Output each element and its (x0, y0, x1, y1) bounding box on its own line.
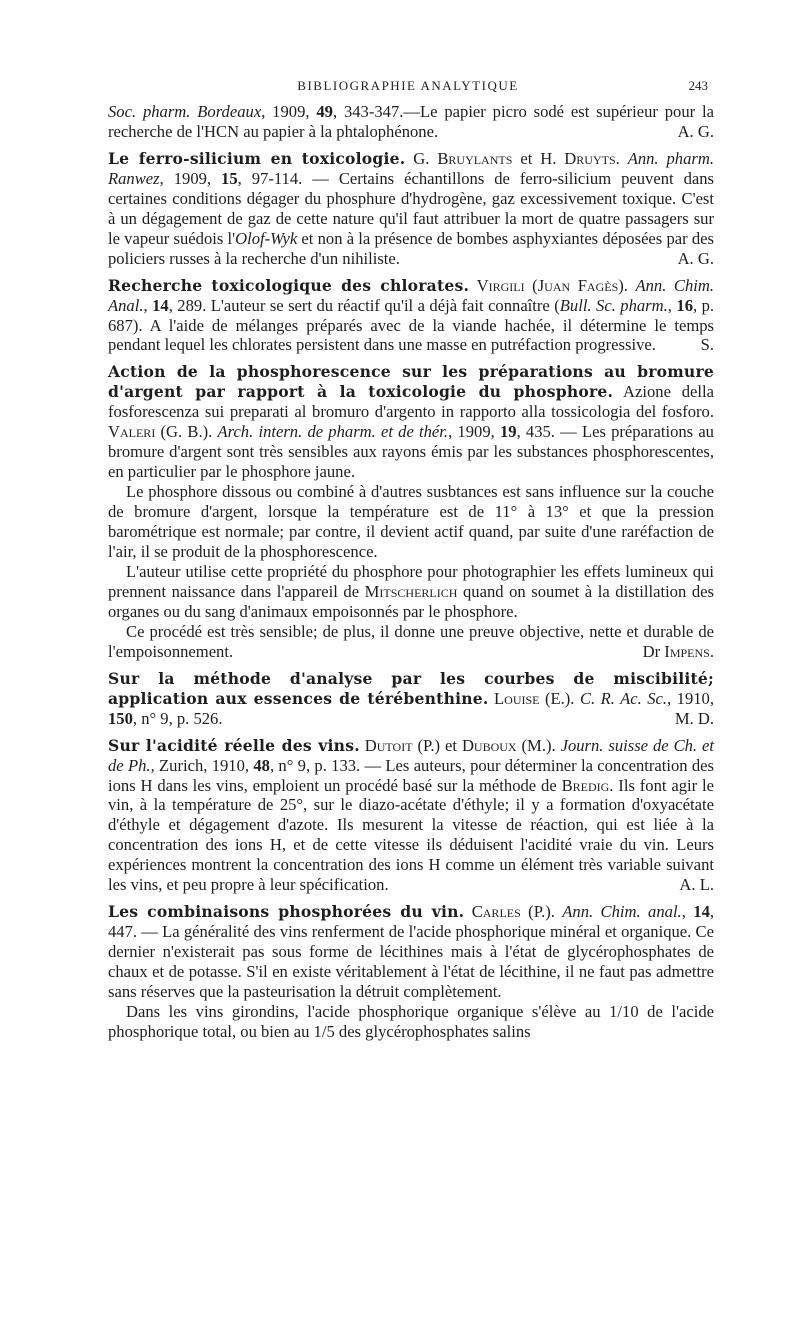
author-name: Virgili (476, 275, 525, 295)
reviewer-signature: M. D. (674, 708, 714, 728)
author-name: Duboux (461, 735, 517, 755)
entry-text: , 1909, (261, 102, 317, 121)
entry-text: , n° 9, p. 133. — Les auteurs, pour déterminer la concentration des ions H dans les vins, emploient un procédé basé sur la méthode de (108, 755, 714, 795)
author-name: Valeri (108, 422, 156, 442)
author-name: Juan Fagès (537, 275, 619, 295)
author-name: Druyts (564, 148, 616, 168)
entry-text: , p. 687). A l'aide de mélanges préparés avec de la viande hachée, il détermine le temps pendant lequel les chlorates persistent dans une masse en putréfaction progressive. (108, 295, 715, 355)
author-name: Carles (471, 902, 521, 922)
journal-name: Ann. pharm. Ranwez (108, 148, 714, 188)
entry-text: , 97-114. — Certains échantillons de ferro-silicium peuvent dans certaines conditions dégager du phosphure d'hydrogène, gaz excessivement toxique. C'est à un dégagement de gaz de cette nature qu'il faut attribuer la mort de quatre passagers sur le vapeur suédois l' (108, 168, 714, 248)
entry-text: Azione della fosforescenza sui preparati al bromuro d'argento in rapporto alla tossicologia del fosforo. (108, 382, 715, 422)
entry-text: . (615, 148, 628, 168)
paragraph: Le phosphore dissous ou combiné à d'autres susbtances est sans influence sur la couche de bromure d'argent, lorsque la température est de 11° à 13° et que la pression barométrique est normale; par contre, il devient actif quand, par suite d'une raréfaction de l'air, il se produit de la phosphorescence. (108, 482, 714, 562)
volume-number: 150 (108, 708, 133, 728)
reviewer-signature (625, 642, 714, 662)
entry-text: G. (405, 148, 438, 168)
entry-text: et non à la présence de bombes asphyxiantes déposées par des policiers russes à la recherche d'un nihiliste. (108, 228, 714, 268)
entry-title: Sur l'acidité réelle des vins. (108, 735, 360, 755)
author-name: Bruylants (437, 148, 513, 168)
entry-text: (M.). (516, 735, 561, 755)
abstract-entry-ferro-silicium (108, 149, 714, 269)
author-name: Mitscherlich (364, 581, 458, 601)
entry-text: , (143, 295, 153, 315)
entry-text: , 1909, (448, 422, 500, 442)
entry-text: ( (524, 275, 538, 295)
paragraph-text: quand on soumet à la distillation des organes ou du sang d'animaux empoisonnés par le phosphore. (108, 581, 714, 621)
abstract-entry-combinaisons-phosphorees (108, 902, 714, 1002)
journal-name: Arch. intern. de pharm. et de thér. (217, 422, 449, 442)
entry-text: , 289. L'auteur se sert du réactif qu'il a déjà fait connaître ( (168, 295, 560, 315)
entry-text: , 1909, (159, 168, 222, 188)
entry-text: , n° 9, p. 526. (132, 708, 223, 728)
paragraph (108, 562, 714, 622)
author-name: Louise (494, 688, 540, 708)
entry-text: et H. (512, 148, 565, 168)
abstract-entry-acidite-vins (108, 736, 714, 896)
abstract-entry-miscibilite (108, 669, 714, 729)
page-body (108, 102, 714, 1042)
journal-name: Bull. Sc. pharm. (559, 295, 668, 315)
journal-name: C. R. Ac. Sc. (579, 688, 668, 708)
abstract-entry-chlorates (108, 276, 714, 356)
paragraph: Dans les vins girondins, l'acide phosphorique organique s'élève au 1/10 de l'acide phosphorique total, ou bien au 1/5 des glycérophosphates salins (108, 1001, 714, 1041)
volume-number: 14 (152, 295, 169, 315)
author-name: Dutoit (364, 735, 413, 755)
entry-text: (P.). (520, 902, 563, 922)
ship-name: Olof-Wyk (235, 228, 298, 248)
entry-text: , 1910, (667, 688, 714, 708)
entry-title: Recherche toxicologique des chlorates. (108, 275, 470, 295)
entry-text: (P.) et (412, 735, 462, 755)
entry-title: Les combinaisons phosphorées du vin. (108, 902, 465, 922)
paragraph (108, 622, 714, 662)
entry-text: , 435. — Les préparations au bromure d'argent sont très sensibles aux rayons émis par les substances phosphorescentes, en particulier par le phosphore jaune. (108, 422, 714, 482)
abstract-entry-picro-sode (108, 102, 714, 142)
page-number: 243 (688, 78, 708, 93)
signature-name: Impens. (664, 641, 714, 661)
reviewer-signature: A. G. (677, 248, 714, 268)
entry-title: Sur la méthode d'analyse par les courbes de miscibilité; application aux essences de térébenthine. (108, 668, 714, 708)
abstract-entry-phosphorescence (108, 362, 714, 482)
entry-text (464, 902, 471, 921)
entry-text: (E.). (539, 688, 580, 708)
entry-text: ). (618, 275, 636, 295)
entry-title: Action de la phosphorescence sur les préparations au bromure d'argent par rapport à la toxicologie du phosphore. (108, 362, 714, 402)
journal-name: Journ. suisse de Ch. et de Ph. (108, 735, 714, 775)
volume-number: 14 (693, 902, 710, 922)
author-name: Bredig (561, 775, 610, 795)
volume-number: 16 (676, 295, 693, 315)
entry-text: . Ils font agir le vin, à la température de 25°, sur le diazo-acétate d'éthyle; il y a formation d'oxyacétate d'éthyle et dégagement d'azote. Ils mesurent la vitesse de réaction, qui est liée à la concentration des ions H, et de cette vitesse ils déduisent l'acidité vraie du vin. Leurs expériences montrent la concentration des ions H comme un élément très variable suivant les vins, et peu propre à leur spécification. (108, 775, 715, 895)
signature-prefix: Dr (642, 641, 665, 661)
entry-text: (G. B.). (155, 422, 218, 442)
journal-name: Ann. Chim. Anal. (108, 275, 715, 315)
entry-text: , 343-347.—Le papier picro sodé est supérieur pour la recherche de l'HCN au papier à la phtalophénone. (108, 102, 714, 141)
entry-title: Le ferro-silicium en toxicologie. (108, 148, 406, 168)
reviewer-signature: A. L. (679, 875, 714, 895)
entry-text: , (667, 295, 677, 315)
volume-number: 19 (499, 422, 517, 442)
entry-text (469, 276, 477, 295)
volume-number: 49 (316, 102, 333, 121)
entry-text: , Zurich, 1910, (150, 755, 254, 775)
entry-text: , 447. — La généralité des vins renferment de l'acide phosphorique minéral et organique. Ce dernier n'existerait pas sous forme de lécithines mais à l'état de glycérophosphates de chaux et de potasse. S'il en existe véritablement à l'état de lécithine, il ne faut pas admettre sans réserves que la pasteurisation la détruit complètement. (108, 902, 715, 1002)
running-header (108, 78, 708, 94)
reviewer-signature: A. G. (677, 121, 714, 141)
journal-name: Ann. Chim. anal. (562, 902, 682, 922)
paragraph-text: Ce procédé est très sensible; de plus, il donne une preuve objective, nette et durable de l'empoisonnement. (108, 621, 714, 661)
journal-name: Soc. pharm. Bordeaux (108, 102, 262, 121)
volume-number: 15 (221, 168, 238, 188)
paragraph-text: L'auteur utilise cette propriété du phosphore pour photographier les effets lumineux qui prennent naissance dans l'appareil de (108, 561, 714, 601)
reviewer-signature: S. (700, 335, 714, 355)
volume-number: 48 (253, 755, 270, 775)
entry-text: , (681, 902, 694, 922)
running-title: BIBLIOGRAPHIE ANALYTIQUE (297, 78, 519, 93)
